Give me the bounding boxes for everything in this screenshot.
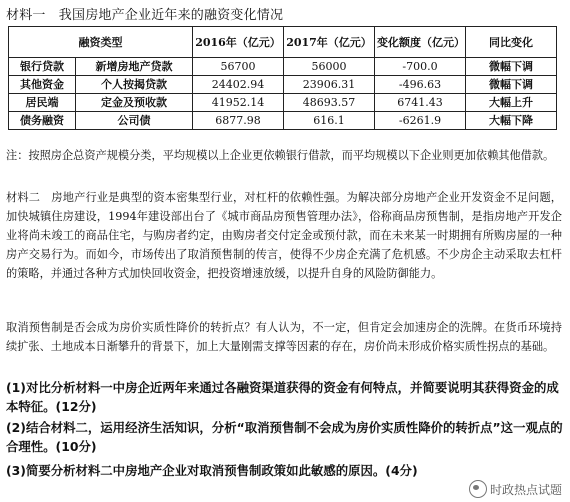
watermark-text: 时政热点试题 (489, 482, 562, 497)
table-cell-change: -496.63 (375, 76, 466, 94)
table-row (9, 112, 557, 130)
table-cell-2017: 56000 (284, 58, 375, 76)
material2-paragraph: 材料二 房地产行业是典型的资本密集型行业，对杠杆的依赖性强。为解决部分房地产企业开发资金不足问题，加快城镇住房建设，1994年建设部出台了《城市商品房预售管理办法》，俗称商品房预售制，是指房地产开发企业将尚未竣工的商品住宅，与购房者约定，由购房者交付定金或预付款，而在未来某一时期拥有所购房屋的一种房产交易行为。而如今，市场传出了取消预售制的传言，使得不少房企充满了危机感。不少房企主动采取去杠杆的策略，并通过各种方式加快回收资金，把投资增速放缓，以提升自身的风险防御能力。 (6, 191, 562, 280)
table-header-cell: 同比变化 (466, 27, 557, 58)
table-cell-subtype: 个人按揭贷款 (76, 76, 193, 94)
table-row (9, 94, 557, 112)
table-row (9, 76, 557, 94)
watermark (469, 480, 562, 498)
table-cell-change: 6741.43 (375, 94, 466, 112)
table-cell-category: 居民端 (9, 94, 76, 112)
table-header-row (9, 27, 557, 58)
table-cell-2016: 24402.94 (193, 76, 284, 94)
table-cell-2017: 48693.57 (284, 94, 375, 112)
material1-title: 材料一 我国房地产企业近年来的融资变化情况 (6, 8, 284, 23)
table-cell-2016: 56700 (193, 58, 284, 76)
table-cell-trend: 大幅上升 (466, 94, 557, 112)
table-header-cell: 变化额度（亿元） (375, 27, 466, 58)
table-cell-change: -6261.9 (375, 112, 466, 130)
table-cell-category: 债务融资 (9, 112, 76, 130)
financing-table (8, 26, 557, 130)
table-cell-category: 银行贷款 (9, 58, 76, 76)
table-cell-change: -700.0 (375, 58, 466, 76)
table-row (9, 58, 557, 76)
table-cell-trend: 微幅下调 (466, 58, 557, 76)
table-cell-2016: 41952.14 (193, 94, 284, 112)
table-cell-2016: 6877.98 (193, 112, 284, 130)
table-cell-subtype: 定金及预收款 (76, 94, 193, 112)
table-cell-2017: 23906.31 (284, 76, 375, 94)
table-header-cell: 2017年（亿元） (284, 27, 375, 58)
table-header-cell: 2016年（亿元） (193, 27, 284, 58)
table-note: 注：按照房企总资产规模分类，平均规模以上企业更依赖银行借款，而平均规模以下企业则更加依赖其他借款。 (6, 149, 555, 162)
table-cell-trend: 微幅下调 (466, 76, 557, 94)
table-header-cell: 融资类型 (9, 27, 193, 58)
question-3: (3)简要分析材料二中房地产企业对取消预售制政策如此敏感的原因。(4分) (6, 463, 418, 478)
table-cell-subtype: 新增房地产贷款 (76, 58, 193, 76)
material2-paragraph-2: 取消预售制是否会成为房价实质性降价的转折点？有人认为，不一定，但肯定会加速房企的洗牌。在货币环境持续扩张、土地成本日渐攀升的背景下，加上大量刚需支撑等因素的存在，房价尚未形成价格实质性拐点的基础。 (6, 321, 562, 353)
table-cell-subtype: 公司债 (76, 112, 193, 130)
wechat-icon (469, 480, 487, 498)
table-cell-category: 其他资金 (9, 76, 76, 94)
question-1: (1)对比分析材料一中房企近两年来通过各融资渠道获得的资金有何特点，并简要说明其获得资金的成本特征。(12分) (6, 380, 559, 414)
table-cell-2017: 616.1 (284, 112, 375, 130)
table-cell-trend: 大幅下降 (466, 112, 557, 130)
question-2: (2)结合材料二，运用经济生活知识，分析“取消预售制不会成为房价实质性降价的转折点”这一观点的合理性。(10分) (6, 420, 563, 454)
